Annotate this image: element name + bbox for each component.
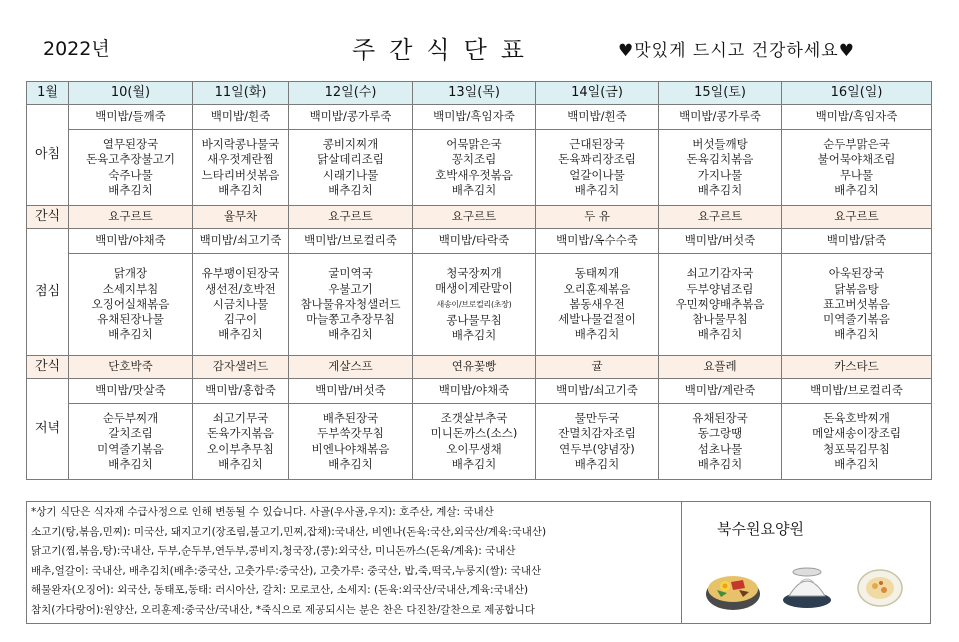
dish-item: 섬초나물 <box>697 441 743 456</box>
dish-item: 오이부추무침 <box>207 441 274 456</box>
dish-cell <box>289 130 413 206</box>
dish-item: 숙주나물 <box>108 167 153 182</box>
juk-cell: 백미밥/타락죽 <box>413 229 536 254</box>
dish-item: 오이무생채 <box>446 441 502 456</box>
dish-item: 순두부맑은국 <box>823 137 890 152</box>
dish-item: 배추된장국 <box>322 411 379 426</box>
juk-cell: 백미밥/맛살죽 <box>69 379 193 404</box>
dish-cell <box>659 130 782 206</box>
dish-item: 쇠고기감자국 <box>686 266 754 281</box>
dish-item: 쇠고기무국 <box>212 411 269 426</box>
dish-item: 배추김치 <box>834 182 879 197</box>
day-header: 10(월) <box>69 82 193 105</box>
origin-note-line: *상기 식단은 식자재 수급사정으로 인해 변동될 수 있습니다. 사골(우사골,우지): 호주산, 계살: 국내산 <box>31 506 494 518</box>
juk-cell: 백미밥/버섯죽 <box>289 379 413 404</box>
plate-illustration <box>855 564 905 610</box>
dish-item: 굴미역국 <box>328 266 373 281</box>
page-title: 주간식단표 <box>352 36 538 64</box>
dish-item: 생선전/호박전 <box>205 281 276 296</box>
dish-item: 배추김치 <box>574 327 620 342</box>
dish-item: 연두부(양념장) <box>559 441 635 456</box>
snack-cell: 두 유 <box>536 206 659 229</box>
dish-item: 동태찌개 <box>574 266 620 281</box>
dish-item: 배추김치 <box>328 182 373 197</box>
dish-item: 유채된장국 <box>692 411 748 426</box>
juk-cell: 백미밥/흑임자죽 <box>782 105 932 130</box>
snack-cell: 귤 <box>536 356 659 379</box>
dish-item: 시금치나물 <box>212 296 269 311</box>
origin-note-line: 닭고기(찜,볶음,탕):국내산, 두부,순두부,연두부,콩비지,청국장,(콩):외국산, 미니돈까스(돈육/계육): 국내산 <box>31 545 516 558</box>
day-header: 13일(목) <box>413 82 536 105</box>
dish-cell <box>782 130 932 206</box>
dish-item: 배추김치 <box>328 456 373 471</box>
dish-item: 가지나물 <box>697 167 743 182</box>
dish-item: 오리훈제볶음 <box>563 281 631 296</box>
dish-item: 돈육가지볶음 <box>207 426 274 441</box>
dish-cell <box>193 130 289 206</box>
dish-item: 바지락콩나물국 <box>201 137 280 152</box>
dish-item: 미역줄기볶음 <box>823 312 890 327</box>
dumpling-illustration <box>779 560 835 616</box>
dish-item: 배추김치 <box>697 327 743 342</box>
footer <box>26 501 931 624</box>
dish-item: 오징어실채볶음 <box>91 296 170 311</box>
juk-cell: 백미밥/콩가루죽 <box>659 105 782 130</box>
snack-cell: 게살스프 <box>289 356 413 379</box>
dish-cell <box>193 254 289 356</box>
juk-cell: 백미밥/콩가루죽 <box>289 105 413 130</box>
snack1-row <box>27 206 932 229</box>
day-header-row <box>27 82 932 105</box>
dish-item: 메알새송이장조림 <box>812 426 901 441</box>
snack-cell: 카스타드 <box>782 356 932 379</box>
dish-item: 배추김치 <box>697 456 743 471</box>
origin-note-line: 배추,얼갈이: 국내산, 배추김치(배추:중국산, 고춧가루:중국산), 고춧가루: 중국산, 밥,죽,떡국,누룽지(쌀): 국내산 <box>31 564 542 577</box>
juk-cell: 백미밥/야채죽 <box>69 229 193 254</box>
origin-note-line: 참치(가다랑어):원양산, 오리훈제:중국산/국내산, *죽식으로 제공되시는 분은 찬은 다진찬/갈찬으로 제공합니다 <box>31 603 535 616</box>
dish-cell <box>289 404 413 480</box>
dish-item: 느타리버섯볶음 <box>201 167 280 182</box>
dish-item: 새송이/브로컬리(초장) <box>436 300 512 310</box>
dish-item: 우불고기 <box>328 281 373 296</box>
juk-cell: 백미밥/홍합죽 <box>193 379 289 404</box>
dish-item: 두부양념조림 <box>686 281 754 296</box>
dish-item: 콩비지찌개 <box>322 137 379 152</box>
snack-cell: 요구르트 <box>69 206 193 229</box>
origin-note-line: 소고기(탕,볶음,민찌): 미국산, 돼지고기(장조림,불고기,민찌,잡채):국내산, 비엔나(돈육:국산,외국산/계육:국내산) <box>31 525 547 538</box>
breakfast-dish-row <box>27 130 932 206</box>
dish-cell <box>193 404 289 480</box>
dish-item: 돈육김치볶음 <box>686 152 754 167</box>
juk-cell: 백미밥/브로컬리죽 <box>782 379 932 404</box>
institution-name: 북수원요양원 <box>717 520 804 538</box>
dish-item: 잔멸치감자조림 <box>558 426 636 441</box>
dish-item: 돈육고추장불고기 <box>86 152 175 167</box>
lunch-juk-row <box>27 229 932 254</box>
month-cell: 1월 <box>27 82 69 105</box>
dish-cell <box>413 254 536 356</box>
dish-item: 참나물무침 <box>692 312 748 327</box>
dish-item: 배추김치 <box>218 327 263 342</box>
dish-item: 닭개장 <box>113 266 148 281</box>
dish-item: 배추김치 <box>108 182 153 197</box>
dish-item: 마늘쫑고추장무침 <box>306 312 395 327</box>
bibimbap-illustration <box>703 562 763 614</box>
dish-cell <box>289 254 413 356</box>
dish-item: 배추김치 <box>218 182 263 197</box>
dish-cell <box>69 404 193 480</box>
juk-cell: 백미밥/옥수수죽 <box>536 229 659 254</box>
dish-item: 배추김치 <box>218 456 263 471</box>
dish-item: 우민찌양배추볶음 <box>675 296 765 311</box>
snack2-row <box>27 356 932 379</box>
snack-cell: 요구르트 <box>782 206 932 229</box>
origin-notes <box>27 502 682 623</box>
dish-item: 미역줄기볶음 <box>97 441 164 456</box>
dish-item: 닭살데리조림 <box>317 152 384 167</box>
dish-cell <box>536 404 659 480</box>
dish-item: 돈육꽈리장조림 <box>558 152 636 167</box>
dish-item: 동그랑땡 <box>697 426 743 441</box>
dish-item: 배추김치 <box>108 327 153 342</box>
lunch-dish-row <box>27 254 932 356</box>
dish-item: 미니돈까스(소스) <box>430 426 518 441</box>
dish-item: 배추김치 <box>108 456 153 471</box>
dish-item: 열무된장국 <box>102 137 159 152</box>
dish-cell <box>782 404 932 480</box>
dish-item: 꽁치조림 <box>451 152 497 167</box>
snack-label: 간식 <box>27 206 69 229</box>
juk-cell: 백미밥/흑임자죽 <box>413 105 536 130</box>
snack-cell: 연유꽃빵 <box>413 356 536 379</box>
menu-table <box>26 81 932 480</box>
day-header: 15일(토) <box>659 82 782 105</box>
breakfast-juk-row <box>27 105 932 130</box>
day-header: 14일(금) <box>536 82 659 105</box>
dish-item: 콩나물무침 <box>446 312 502 327</box>
snack-cell: 요플레 <box>659 356 782 379</box>
dish-item: 새우젓계란찜 <box>207 152 274 167</box>
dish-item: 돈육호박찌개 <box>823 411 890 426</box>
breakfast-label: 아침 <box>27 105 69 206</box>
dish-item: 표고버섯볶음 <box>823 296 890 311</box>
juk-cell: 백미밥/흰죽 <box>193 105 289 130</box>
dish-item: 청포묵김무침 <box>823 441 890 456</box>
dish-item: 근대된장국 <box>569 137 625 152</box>
dinner-juk-row <box>27 379 932 404</box>
dish-item: 닭볶음탕 <box>834 281 879 296</box>
dish-item: 봄동새우전 <box>569 296 625 311</box>
dish-item: 배추김치 <box>834 456 879 471</box>
juk-cell: 백미밥/흰죽 <box>536 105 659 130</box>
dish-item: 얼갈이나물 <box>569 167 625 182</box>
snack-cell: 요구르트 <box>659 206 782 229</box>
dish-cell <box>69 254 193 356</box>
dish-cell <box>782 254 932 356</box>
dish-item: 배추김치 <box>451 182 497 197</box>
dish-cell <box>536 254 659 356</box>
juk-cell: 백미밥/브로컬리죽 <box>289 229 413 254</box>
dish-item: 두부쑥갓무침 <box>317 426 384 441</box>
dish-item: 매생이계란말이 <box>435 281 513 296</box>
dish-item: 유채된장나물 <box>97 312 164 327</box>
dish-cell <box>659 404 782 480</box>
dish-cell <box>659 254 782 356</box>
juk-cell: 백미밥/들깨죽 <box>69 105 193 130</box>
year-label: 2022년 <box>43 38 110 60</box>
header <box>0 0 959 80</box>
dish-item: 배추김치 <box>451 456 497 471</box>
dish-item: 버섯들깨탕 <box>692 137 748 152</box>
dish-cell <box>69 130 193 206</box>
dish-cell <box>413 130 536 206</box>
dish-item: 무나물 <box>839 167 874 182</box>
dish-cell <box>413 404 536 480</box>
dish-item: 유부팽이된장국 <box>201 266 280 281</box>
dish-item: 아욱된장국 <box>828 266 885 281</box>
dish-item: 갈치조림 <box>108 426 153 441</box>
juk-cell: 백미밥/닭죽 <box>782 229 932 254</box>
dish-item: 배추김치 <box>574 456 620 471</box>
dish-item: 물만두국 <box>574 411 620 426</box>
dish-item: 소세지부침 <box>102 281 159 296</box>
dish-item: 참나물유자청샐러드 <box>300 296 401 311</box>
dish-item: 김구이 <box>223 312 258 327</box>
day-header: 16일(일) <box>782 82 932 105</box>
dish-item: 순두부찌개 <box>102 411 159 426</box>
dish-item: 세발나물겉절이 <box>558 312 636 327</box>
dish-item: 배추김치 <box>834 327 879 342</box>
dish-item: 청국장찌개 <box>446 265 502 280</box>
dish-item: 시래기나물 <box>322 167 379 182</box>
dish-item: 배추김치 <box>574 182 620 197</box>
dinner-label: 저녁 <box>27 379 69 480</box>
dish-item: 불어묵야채조림 <box>817 152 896 167</box>
dish-item: 조갯살부추국 <box>440 411 508 426</box>
dish-cell <box>536 130 659 206</box>
dish-item: 배추김치 <box>328 327 373 342</box>
dish-item: 어묵맑은국 <box>446 137 502 152</box>
dish-item: 배추김치 <box>451 327 497 342</box>
snack-cell: 율무차 <box>193 206 289 229</box>
origin-note-line: 해물완자(오징어): 외국산, 동태포,동태: 러시아산, 갈치: 모로코산, 소세지: (돈육:외국산/국내산,계육:국내산) <box>31 584 529 597</box>
dish-item: 비엔나야채볶음 <box>311 441 390 456</box>
lunch-label: 점심 <box>27 229 69 356</box>
juk-cell: 백미밥/계란죽 <box>659 379 782 404</box>
juk-cell: 백미밥/야채죽 <box>413 379 536 404</box>
juk-cell: 백미밥/쇠고기죽 <box>193 229 289 254</box>
snack-cell: 요구르트 <box>289 206 413 229</box>
snack-label: 간식 <box>27 356 69 379</box>
day-header: 12일(수) <box>289 82 413 105</box>
snack-cell: 감자샐러드 <box>193 356 289 379</box>
snack-cell: 요구르트 <box>413 206 536 229</box>
dish-item: 배추김치 <box>697 182 743 197</box>
day-header: 11일(화) <box>193 82 289 105</box>
juk-cell: 백미밥/쇠고기죽 <box>536 379 659 404</box>
dish-item: 호박새우젓볶음 <box>435 167 513 182</box>
snack-cell: 단호박죽 <box>69 356 193 379</box>
juk-cell: 백미밥/버섯죽 <box>659 229 782 254</box>
slogan: ♥맛있게 드시고 건강하세요♥ <box>618 41 855 61</box>
dinner-dish-row <box>27 404 932 480</box>
